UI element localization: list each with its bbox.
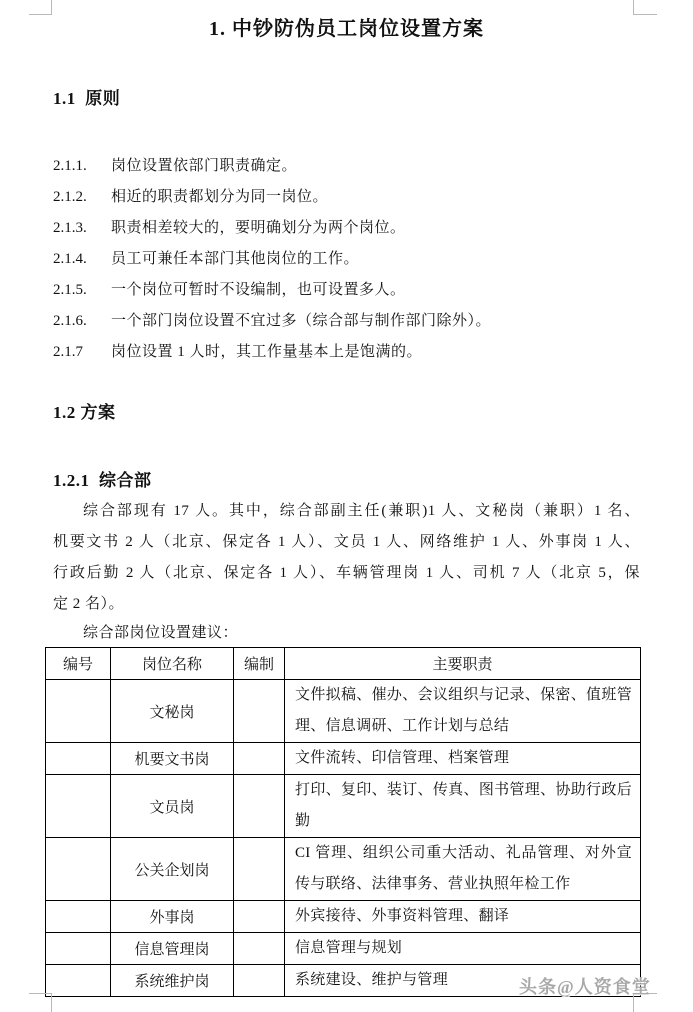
list-item-number: 2.1.4. [53, 251, 87, 267]
list-item [53, 337, 640, 368]
list-item [53, 275, 640, 306]
list-item-text: 一个岗位可暂时不设编制，也可设置多人。 [111, 282, 406, 298]
cell-position-name: 公关企划岗 [111, 838, 234, 901]
table-caption-text: 综合部岗位设置建议： [83, 625, 239, 641]
heading-general-department: 1.2.1 综合部 [53, 471, 152, 490]
cell-duties: 打印、复印、装订、传真、图书管理、协助行政后勤 [285, 775, 641, 838]
list-item [53, 151, 640, 182]
list-item-number: 2.1.5. [53, 282, 87, 298]
cell-duties: 文件拟稿、催办、会议组织与记录、保密、值班管理、信息调研、工作计划与总结 [285, 680, 641, 743]
cell-position-name: 系统维护岗 [111, 965, 234, 997]
table-row [46, 933, 641, 965]
cell-headcount [234, 743, 285, 775]
cell-headcount [234, 933, 285, 965]
cell-duties: CI 管理、组织公司重大活动、礼品管理、对外宣传与联络、法律事务、营业执照年检工作 [285, 838, 641, 901]
table-row [46, 901, 641, 933]
department-intro-paragraph [53, 496, 640, 620]
table-row [46, 743, 641, 775]
list-item-text: 职责相差较大的，要明确划分为两个岗位。 [111, 220, 406, 236]
table-row [46, 775, 641, 838]
list-item-number: 2.1.7 [53, 344, 83, 360]
cell-duties: 系统建设、维护与管理 [285, 965, 641, 997]
cell-position-name: 文员岗 [111, 775, 234, 838]
header-position-name: 岗位名称 [111, 648, 234, 680]
paragraph-line: 综合部现有 17 人。其中，综合部副主任(兼职)1 人、文秘岗（兼职）1 名、 [83, 503, 640, 519]
heading-principles: 1.1 原则 [53, 89, 121, 108]
table-caption [53, 620, 640, 647]
cell-position-name: 外事岗 [111, 901, 234, 933]
paragraph-line: 机要文书 2 人（北京、保定各 1 人）、文员 1 人、网络维护 1 人、外事岗 1 人、 [53, 534, 640, 550]
header-id: 编号 [46, 648, 111, 680]
cell-duties: 外宾接待、外事资料管理、翻译 [285, 901, 641, 933]
list-item-text: 岗位设置依部门职责确定。 [111, 158, 298, 174]
list-item-text: 一个部门岗位设置不宜过多（综合部与制作部门除外）。 [111, 313, 492, 329]
margin-mark-top-left [29, 0, 52, 15]
cell-headcount [234, 775, 285, 838]
header-main-duties: 主要职责 [285, 648, 641, 680]
table-row [46, 680, 641, 743]
header-headcount: 编制 [234, 648, 285, 680]
cell-headcount [234, 901, 285, 933]
list-item [53, 182, 640, 213]
list-item-number: 2.1.6. [53, 313, 87, 329]
cell-position-name: 机要文书岗 [111, 743, 234, 775]
cell-headcount [234, 680, 285, 743]
list-item [53, 244, 640, 275]
list-item-text: 相近的职责都划分为同一岗位。 [111, 189, 329, 205]
cell-duties: 信息管理与规划 [285, 933, 641, 965]
margin-mark-bottom-left [29, 993, 52, 1012]
cell-id [46, 933, 111, 965]
heading-scheme: 1.2 方案 [53, 403, 116, 422]
cell-id [46, 965, 111, 997]
page-title: 1. 中钞防伪员工岗位设置方案 [209, 18, 484, 40]
cell-id [46, 743, 111, 775]
list-item-number: 2.1.2. [53, 189, 87, 205]
paragraph-line: 定 2 名）。 [53, 596, 125, 612]
cell-position-name: 信息管理岗 [111, 933, 234, 965]
principles-list [53, 151, 640, 368]
cell-id [46, 775, 111, 838]
cell-id [46, 680, 111, 743]
list-item-text: 员工可兼任本部门其他岗位的工作。 [111, 251, 360, 267]
margin-mark-top-right [633, 0, 657, 15]
list-item-number: 2.1.1. [53, 158, 87, 174]
list-item-text: 岗位设置 1 人时，其工作量基本上是饱满的。 [111, 344, 423, 360]
table-row [46, 838, 641, 901]
cell-headcount [234, 965, 285, 997]
watermark-label: 头条@人资食堂 [519, 977, 651, 997]
cell-position-name: 文秘岗 [111, 680, 234, 743]
list-item-number: 2.1.3. [53, 220, 87, 236]
paragraph-line: 行政后勤 2 人（北京、保定各 1 人）、车辆管理岗 1 人、司机 7 人（北京 5，保 [53, 565, 640, 581]
table-header-row [46, 648, 641, 680]
list-item [53, 213, 640, 244]
cell-duties: 文件流转、印信管理、档案管理 [285, 743, 641, 775]
cell-headcount [234, 838, 285, 901]
cell-id [46, 838, 111, 901]
positions-table [45, 647, 641, 997]
list-item [53, 306, 640, 337]
cell-id [46, 901, 111, 933]
